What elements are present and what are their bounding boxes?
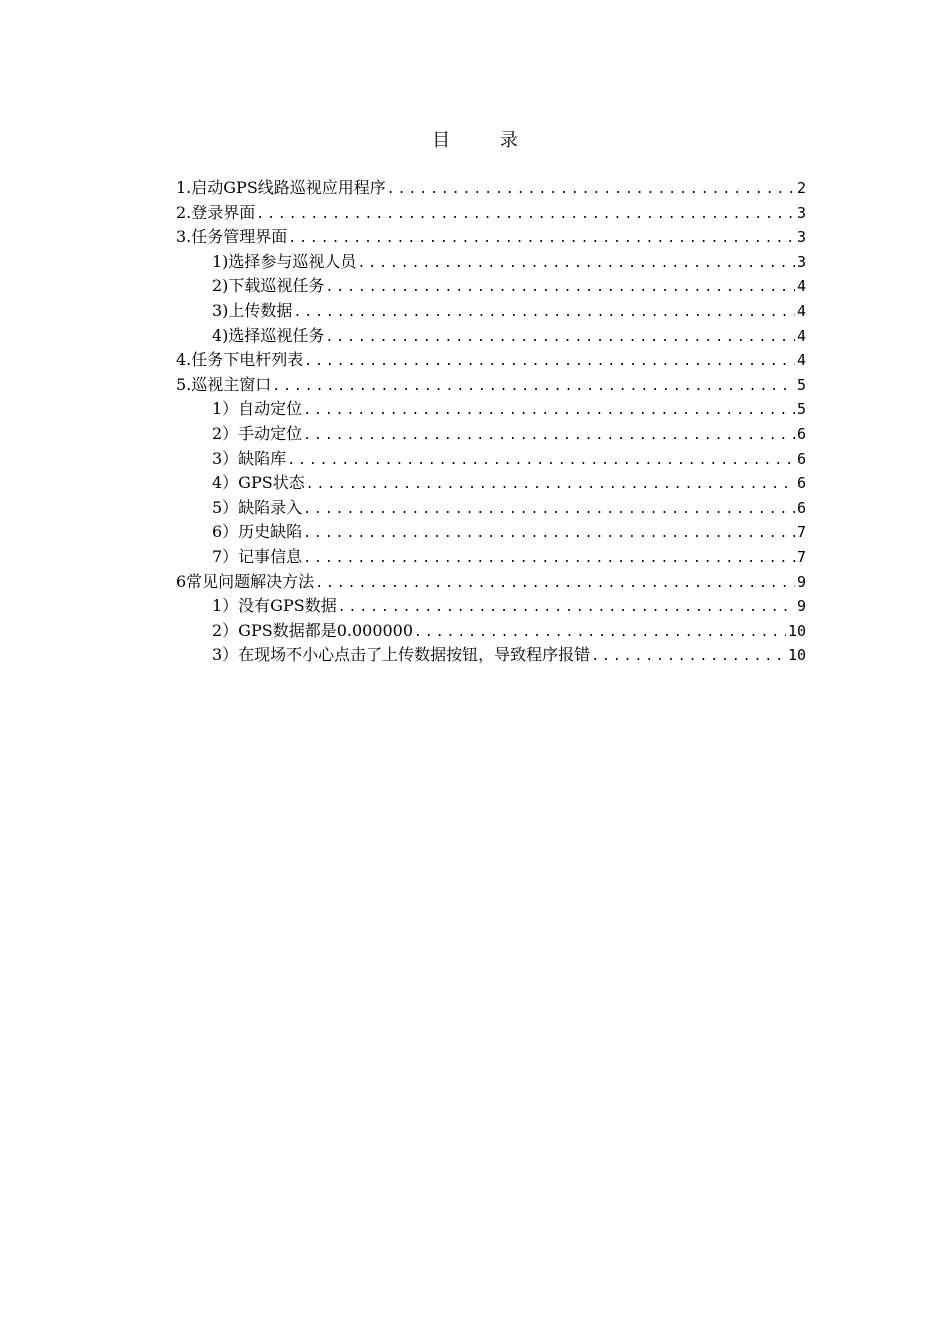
toc-entry-text: 5）缺陷录入: [212, 497, 303, 517]
toc-page-number: 3: [796, 252, 806, 271]
toc-entry[interactable]: [176, 274, 806, 299]
toc-dot-leader: [304, 350, 795, 375]
toc-entry-text: 1)选择参与巡视人员: [212, 251, 357, 271]
toc-dot-leader: [414, 621, 786, 646]
toc-dot-leader: [325, 326, 795, 351]
toc-entry[interactable]: [176, 471, 806, 496]
toc-entry-text: 3.任务管理界面: [176, 227, 288, 247]
toc-entry[interactable]: [176, 545, 806, 570]
toc-entry-text: 1）没有GPS数据: [212, 596, 337, 616]
toc-page-number: 4: [796, 277, 806, 296]
toc-dot-leader: [288, 227, 795, 252]
toc-page-number: 7: [796, 547, 806, 566]
toc-page-number: 6: [796, 474, 806, 493]
toc-page-number: 3: [796, 228, 806, 247]
toc-entry-text: 3）缺陷库: [212, 448, 287, 468]
toc-dot-leader: [303, 498, 795, 523]
toc-page-number: 6: [796, 498, 806, 517]
toc-entry[interactable]: [176, 176, 806, 201]
toc-dot-leader: [591, 645, 786, 670]
toc-dot-leader: [303, 424, 795, 449]
toc-entry[interactable]: [176, 496, 806, 521]
toc-entry-text: 6常见问题解决方法: [176, 571, 315, 591]
toc-dot-leader: [357, 252, 795, 277]
toc-entry-text: 6）历史缺陷: [212, 522, 303, 542]
toc-dot-leader: [387, 178, 795, 203]
toc-page-number: 2: [796, 179, 806, 197]
toc-page-number: 5: [796, 400, 806, 419]
toc-entry-text: 4.任务下电杆列表: [176, 350, 304, 370]
toc-page-number: 4: [796, 326, 806, 345]
toc-entry[interactable]: [176, 422, 806, 447]
toc-entry-text: 4)选择巡视任务: [212, 325, 325, 345]
toc-entry[interactable]: [176, 570, 806, 595]
toc-dot-leader: [306, 473, 795, 498]
toc-entry[interactable]: [176, 324, 806, 349]
toc-entry[interactable]: [176, 594, 806, 619]
toc-dot-leader: [293, 301, 795, 326]
toc-entry[interactable]: [176, 201, 806, 226]
toc-entry-text: 7）记事信息: [212, 546, 303, 566]
toc-entry[interactable]: [176, 397, 806, 422]
toc-page-number: 4: [796, 351, 806, 370]
toc-entry[interactable]: [176, 619, 806, 644]
toc-page-number: 5: [796, 375, 806, 394]
toc-page-number: 9: [796, 572, 806, 591]
toc-entry-text: 5.巡视主窗口: [176, 374, 272, 394]
toc-entry[interactable]: [176, 643, 806, 668]
toc-page-number: 4: [796, 301, 806, 320]
toc-entry-text: 1）自动定位: [212, 399, 303, 419]
toc-page-number: 10: [787, 646, 806, 665]
toc-dot-leader: [303, 399, 795, 424]
toc-entry-text: 3）在现场不小心点击了上传数据按钮，导致程序报错: [212, 645, 591, 665]
toc-page-number: 6: [796, 424, 806, 443]
toc-dot-leader: [303, 522, 795, 547]
toc-dot-leader: [315, 572, 795, 597]
toc-entry-text: 2)下载巡视任务: [212, 276, 325, 296]
toc-dot-leader: [287, 449, 795, 474]
toc-entry[interactable]: [176, 299, 806, 324]
toc-entry[interactable]: [176, 225, 806, 250]
toc-entry-text: 2）手动定位: [212, 423, 303, 443]
toc-dot-leader: [303, 547, 795, 572]
toc-entry-text: 1.启动GPS线路巡视应用程序: [176, 178, 386, 197]
toc-dot-leader: [256, 203, 795, 228]
toc-dot-leader: [272, 375, 795, 400]
toc-page-number: 7: [796, 523, 806, 542]
toc-title: 目 录: [432, 130, 540, 151]
toc-entry[interactable]: [176, 520, 806, 545]
toc-entry[interactable]: [176, 447, 806, 472]
toc-entry[interactable]: [176, 348, 806, 373]
toc-page-number: 9: [796, 597, 806, 616]
toc-page-number: 10: [787, 621, 806, 640]
toc-entry-text: 2.登录界面: [176, 202, 256, 222]
toc-entry-text: 3)上传数据: [212, 300, 293, 320]
toc-entry-text: 2）GPS数据都是0.000000: [212, 620, 414, 640]
toc-entry[interactable]: [176, 250, 806, 275]
toc-entry[interactable]: [176, 373, 806, 398]
toc-entry-text: 4）GPS状态: [212, 473, 305, 493]
toc-page-number: 3: [796, 203, 806, 222]
toc-dot-leader: [338, 596, 795, 621]
toc-dot-leader: [325, 276, 795, 301]
toc-page-number: 6: [796, 449, 806, 468]
table-of-contents: [176, 176, 806, 668]
